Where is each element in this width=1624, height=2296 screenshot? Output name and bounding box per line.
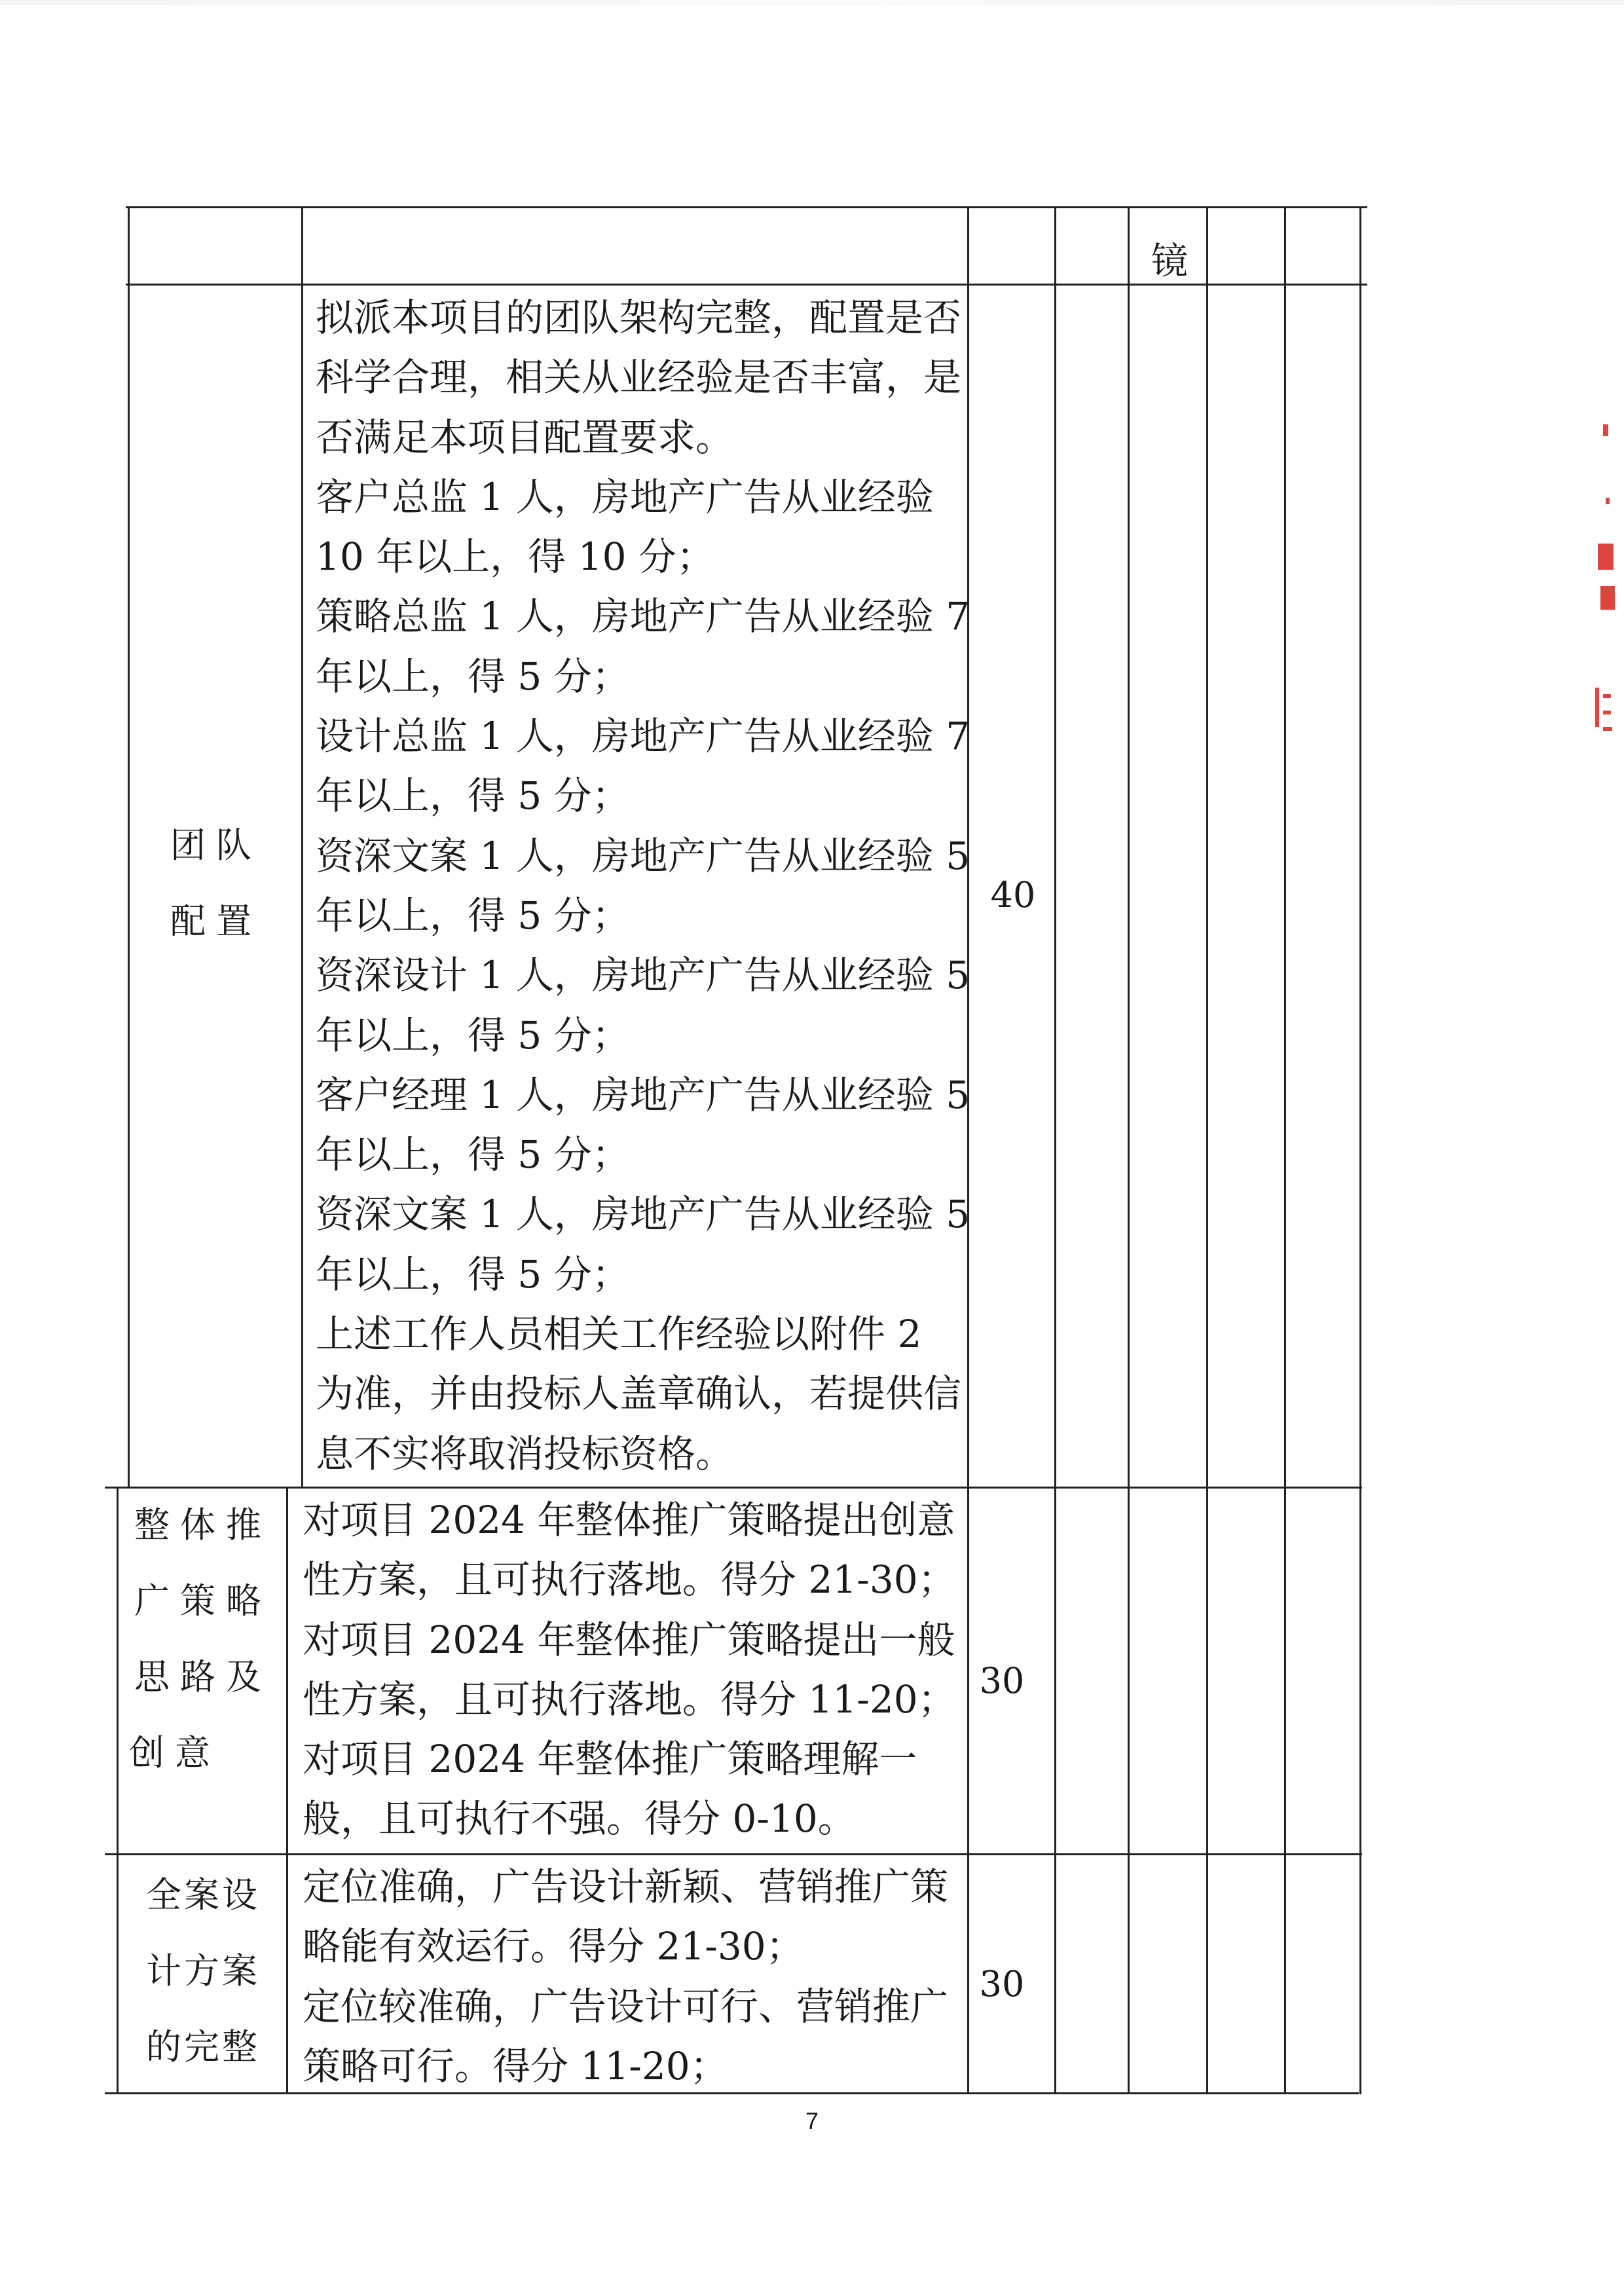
description-line: 客户总监 1 人，房地产广告从业经验	[316, 474, 934, 519]
description-line: 年以上，得 5 分；	[316, 1251, 630, 1297]
criterion-line: 整体推	[134, 1504, 272, 1546]
description-line: 性方案，且可执行落地。得分 11-20；	[303, 1676, 956, 1722]
col-divider	[1359, 206, 1361, 2094]
description-line: 资深文案 1 人，房地产广告从业经验 5	[316, 833, 970, 878]
description-line: 10 年以上，得 10 分；	[316, 534, 714, 580]
description-line: 策略总监 1 人，房地产广告从业经验 7	[316, 594, 970, 639]
description-team-config	[316, 288, 970, 1484]
criterion-line: 创意	[129, 1732, 221, 1773]
description-line: 策略可行。得分 11-20；	[303, 2043, 728, 2088]
description-design-plan	[303, 1857, 948, 2096]
criterion-team-config	[134, 826, 298, 940]
description-line: 资深文案 1 人，房地产广告从业经验 5	[316, 1192, 970, 1237]
col-divider	[286, 1487, 288, 2094]
criterion-line: 广策略	[134, 1580, 272, 1621]
criterion-line: 团队	[170, 824, 262, 866]
description-line: 否满足本项目配置要求。	[316, 415, 734, 460]
col-divider	[1206, 206, 1208, 2094]
col-divider	[128, 206, 130, 1489]
col-divider	[1284, 206, 1286, 2094]
header-cell-text: 镜	[1151, 240, 1188, 283]
col-divider	[1054, 206, 1056, 2094]
col-divider	[117, 1487, 119, 2094]
description-line: 对项目 2024 年整体推广策略提出一般	[303, 1617, 955, 1662]
criterion-design-plan	[121, 1876, 285, 2066]
description-line: 年以上，得 5 分；	[316, 893, 630, 938]
description-line: 资深设计 1 人，房地产广告从业经验 5	[316, 953, 970, 998]
table-border-top	[126, 206, 1367, 208]
score-promotion-strategy: 30	[979, 1660, 1025, 1701]
description-line: 性方案，且可执行落地。得分 21-30；	[303, 1557, 956, 1602]
description-line: 年以上，得 5 分；	[316, 654, 630, 699]
col-divider	[301, 206, 303, 1489]
description-line: 客户经理 1 人，房地产广告从业经验 5	[316, 1072, 970, 1117]
score-design-plan: 30	[979, 1963, 1025, 2005]
criterion-line: 全案设	[146, 1874, 260, 1916]
description-line: 设计总监 1 人，房地产广告从业经验 7	[316, 714, 970, 759]
criterion-line: 配置	[170, 900, 262, 942]
criterion-line: 计方案	[146, 1950, 260, 1991]
description-line: 息不实将取消投标资格。	[316, 1431, 734, 1476]
row-divider	[105, 1853, 1362, 1855]
description-line: 为准，并由投标人盖章确认，若提供信	[316, 1371, 962, 1416]
description-line: 定位较准确，广告设计可行、营销推广	[303, 1984, 949, 2029]
description-promotion-strategy	[303, 1491, 956, 1849]
description-line: 对项目 2024 年整体推广策略理解一	[303, 1737, 917, 1782]
description-line: 对项目 2024 年整体推广策略提出创意	[303, 1498, 955, 1542]
col-divider	[1128, 206, 1130, 2094]
description-line: 略能有效运行。得分 21-30；	[303, 1924, 804, 1969]
description-line: 上述工作人员相关工作经验以附件 2	[316, 1312, 922, 1357]
description-line: 年以上，得 5 分；	[316, 1012, 630, 1058]
row-divider	[105, 1487, 1362, 1489]
criterion-promotion-strategy	[121, 1506, 285, 1772]
description-line: 定位准确，广告设计新颖、营销推广策	[303, 1864, 949, 1909]
description-line: 年以上，得 5 分；	[316, 773, 630, 819]
scan-edge	[0, 0, 1624, 5]
criterion-line: 的完整	[146, 2026, 260, 2067]
description-line: 年以上，得 5 分；	[316, 1132, 630, 1177]
description-line: 科学合理，相关从业经验是否丰富，是	[316, 355, 962, 400]
score-team-config: 40	[990, 874, 1036, 916]
criterion-line: 思路及	[134, 1656, 272, 1697]
page-number: 7	[805, 2107, 819, 2134]
description-line: 般，且可执行不强。得分 0-10。	[303, 1796, 856, 1842]
description-line: 拟派本项目的团队架构完整，配置是否	[316, 295, 962, 340]
